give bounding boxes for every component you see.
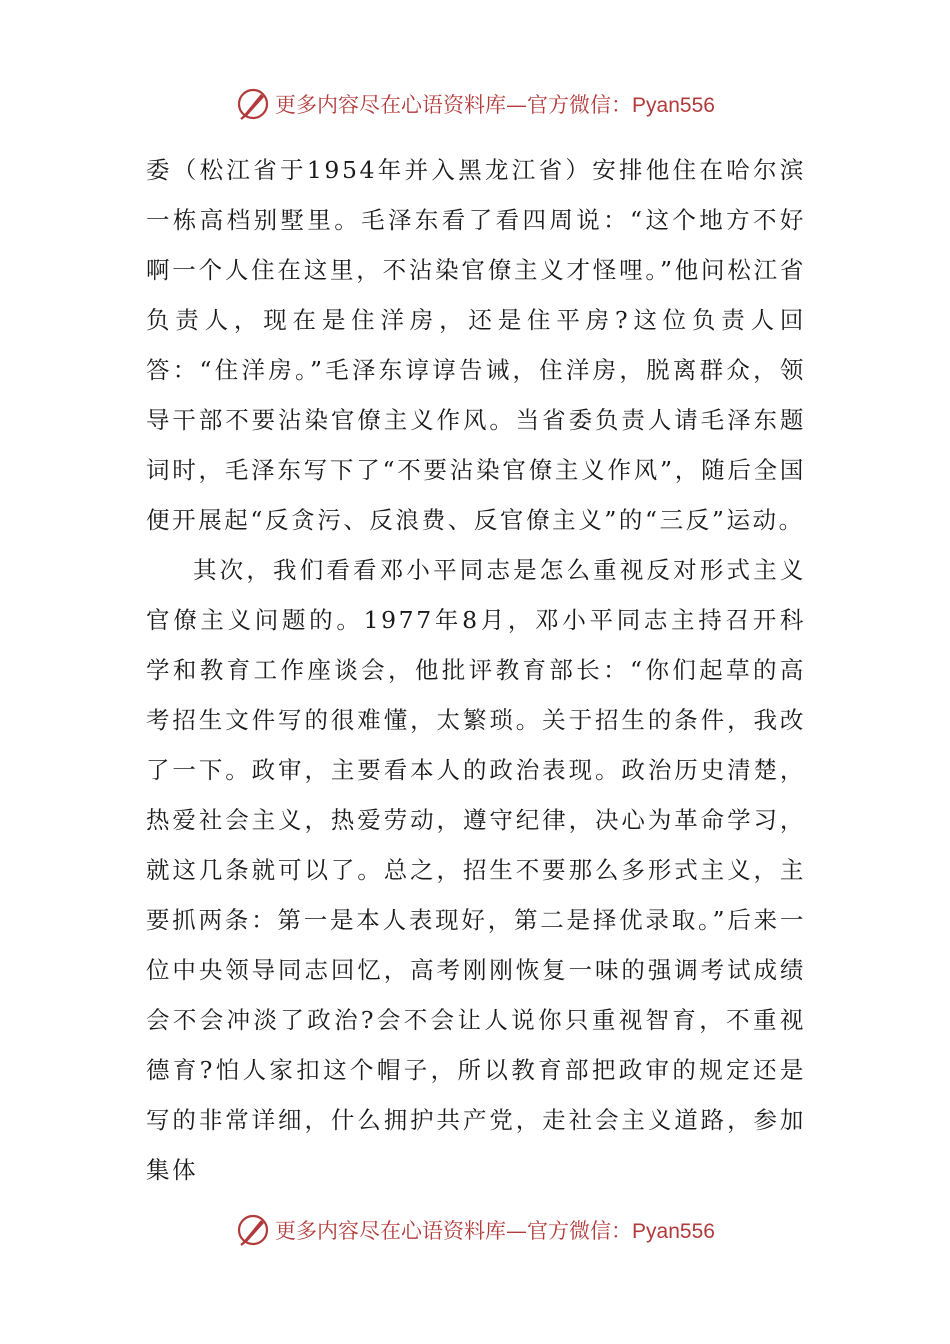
watermark-text: 更多内容尽在心语资料库—官方微信：Pyan556 <box>275 1219 715 1243</box>
paragraph: 委（松江省于1954年并入黑龙江省）安排他住在哈尔滨一栋高档别墅里。毛泽东看了看四周说：“这个地方不好啊一个人住在这里，不沾染官僚主义才怪哩。”他问松江省负责人，现在是住洋房，还是住平房?这位负责人回答：“住洋房。”毛泽东谆谆告诫，住洋房，脱离群众，领导干部不要沾染官僚主义作风。当省委负责人请毛泽东题词时，毛泽东写下了“不要沾染官僚主义作风”，随后全国便开展起“反贪污、反浪费、反官僚主义”的“三反”运动。 <box>146 156 806 534</box>
quill-logo-icon <box>235 1212 271 1248</box>
wechat-id: Pyan556 <box>632 1220 715 1243</box>
wechat-id: Pyan556 <box>632 94 715 117</box>
watermark-text: 更多内容尽在心语资料库—官方微信：Pyan556 <box>275 93 715 117</box>
paragraph: 其次，我们看看邓小平同志是怎么重视反对形式主义官僚主义问题的。1977年8月，邓小平同志主持召开科学和教育工作座谈会，他批评教育部长：“你们起草的高考招生文件写的很难懂，太繁琐。关于招生的条件，我改了一下。政审，主要看本人的政治表现。政治历史清楚，热爱社会主义，热爱劳动，遵守纪律，决心为革命学习，就这几条就可以了。总之，招生不要那么多形式主义，主要抓两条：第一是本人表现好，第二是择优录取。”后来一位中央领导同志回忆，高考刚刚恢复一味的强调考试成绩会不会冲淡了政治?会不会让人说你只重视智育，不重视德育?怕人家扣这个帽子，所以教育部把政审的规定还是写的非常详细，什么拥护共产党，走社会主义道路，参加集体 <box>146 556 806 1184</box>
quill-logo-icon <box>235 86 271 122</box>
watermark-footer <box>0 1210 950 1250</box>
watermark-header <box>0 84 950 124</box>
document-body <box>146 145 806 1195</box>
